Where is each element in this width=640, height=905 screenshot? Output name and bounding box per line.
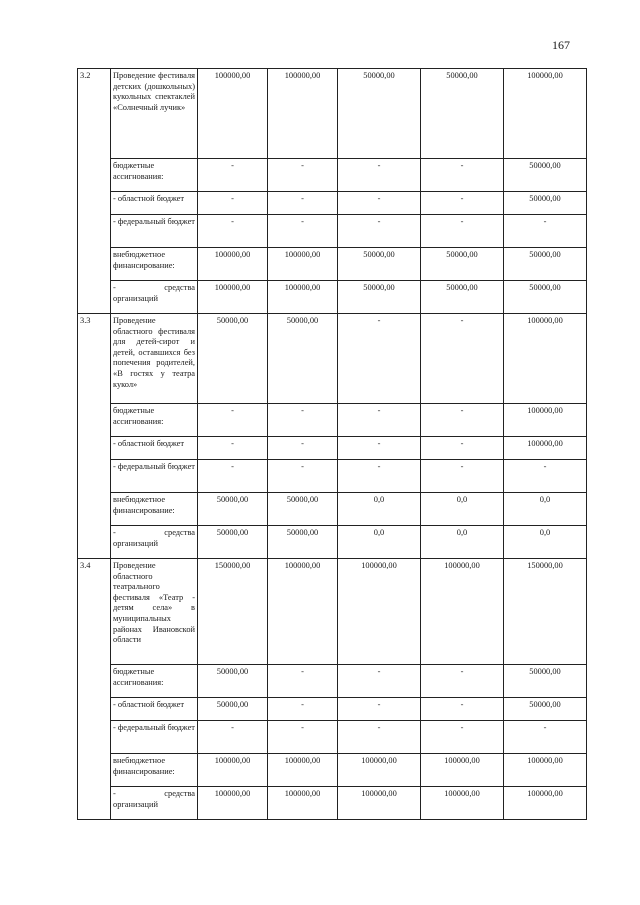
amount-cell: 50000,00	[198, 665, 268, 698]
amount-cell: -	[338, 192, 421, 215]
amount-cell: -	[338, 215, 421, 248]
amount-cell: 50000,00	[504, 665, 587, 698]
amount-cell: 100000,00	[504, 437, 587, 460]
amount-cell: 100000,00	[338, 754, 421, 787]
amount-cell: -	[504, 215, 587, 248]
amount-cell: 0,0	[338, 493, 421, 526]
amount-cell: 50000,00	[504, 192, 587, 215]
amount-cell: -	[421, 404, 504, 437]
table-row	[78, 460, 587, 493]
amount-cell: 50000,00	[421, 69, 504, 159]
amount-cell: -	[268, 159, 338, 192]
amount-cell: -	[338, 698, 421, 721]
amount-cell: -	[504, 721, 587, 754]
amount-cell: -	[198, 192, 268, 215]
table-row	[78, 192, 587, 215]
amount-cell: -	[421, 215, 504, 248]
amount-cell: 100000,00	[198, 248, 268, 281]
amount-cell: 100000,00	[268, 559, 338, 665]
table-row	[78, 159, 587, 192]
amount-cell: 100000,00	[421, 754, 504, 787]
amount-cell: 100000,00	[198, 754, 268, 787]
amount-cell: 50000,00	[421, 281, 504, 314]
amount-cell: 100000,00	[198, 787, 268, 820]
table-row	[78, 493, 587, 526]
amount-cell: 50000,00	[268, 526, 338, 559]
funding-source-label: - федеральный бюджет	[111, 721, 198, 754]
amount-cell: 100000,00	[268, 248, 338, 281]
amount-cell: -	[338, 159, 421, 192]
amount-cell: 100000,00	[268, 281, 338, 314]
amount-cell: 100000,00	[198, 69, 268, 159]
amount-cell: 100000,00	[268, 69, 338, 159]
amount-cell: -	[198, 159, 268, 192]
amount-cell: 100000,00	[338, 787, 421, 820]
amount-cell: 50000,00	[338, 281, 421, 314]
table-row	[78, 248, 587, 281]
amount-cell: -	[268, 721, 338, 754]
amount-cell: 100000,00	[504, 404, 587, 437]
table-row	[78, 721, 587, 754]
amount-cell: 50000,00	[198, 493, 268, 526]
amount-cell: 100000,00	[268, 754, 338, 787]
funding-source-label: - областной бюджет	[111, 698, 198, 721]
amount-cell: 100000,00	[421, 559, 504, 665]
funding-source-label: - областной бюджет	[111, 437, 198, 460]
amount-cell: -	[338, 437, 421, 460]
amount-cell: -	[268, 460, 338, 493]
amount-cell: 50000,00	[504, 248, 587, 281]
amount-cell: 100000,00	[504, 69, 587, 159]
amount-cell: 50000,00	[338, 248, 421, 281]
amount-cell: 100000,00	[268, 787, 338, 820]
amount-cell: 100000,00	[504, 754, 587, 787]
amount-cell: 50000,00	[268, 493, 338, 526]
amount-cell: -	[268, 665, 338, 698]
amount-cell: 50000,00	[198, 698, 268, 721]
amount-cell: -	[338, 721, 421, 754]
amount-cell: -	[198, 437, 268, 460]
amount-cell: -	[268, 437, 338, 460]
financing-table	[77, 68, 587, 820]
funding-source-label: внебюджетное финансирование:	[111, 493, 198, 526]
funding-source-label: бюджетные ассигнования:	[111, 404, 198, 437]
amount-cell: -	[421, 159, 504, 192]
amount-cell: -	[421, 460, 504, 493]
table-row	[78, 437, 587, 460]
amount-cell: 150000,00	[504, 559, 587, 665]
amount-cell: -	[268, 192, 338, 215]
amount-cell: 50000,00	[198, 314, 268, 404]
amount-cell: -	[504, 460, 587, 493]
funding-source-label: - федеральный бюджет	[111, 215, 198, 248]
amount-cell: 100000,00	[504, 787, 587, 820]
amount-cell: 50000,00	[198, 526, 268, 559]
amount-cell: -	[338, 665, 421, 698]
table-row	[78, 404, 587, 437]
table-row	[78, 698, 587, 721]
table-row	[78, 559, 587, 665]
funding-source-label: внебюджетное финансирование:	[111, 248, 198, 281]
funding-source-label: - средства организаций	[111, 281, 198, 314]
table-body	[78, 69, 587, 820]
amount-cell: 0,0	[504, 526, 587, 559]
event-title: Проведение областного театрального фестиваля «Театр - детям села» в муниципальных районах Ивановской области	[111, 559, 198, 665]
table-row	[78, 281, 587, 314]
event-title: Проведение фестиваля детских (дошкольных) кукольных спектаклей «Солнечный лучик»	[111, 69, 198, 159]
amount-cell: 0,0	[504, 493, 587, 526]
amount-cell: -	[198, 215, 268, 248]
amount-cell: -	[268, 698, 338, 721]
amount-cell: -	[198, 460, 268, 493]
amount-cell: 100000,00	[421, 787, 504, 820]
table-row	[78, 754, 587, 787]
amount-cell: -	[421, 721, 504, 754]
amount-cell: 50000,00	[504, 281, 587, 314]
funding-source-label: - федеральный бюджет	[111, 460, 198, 493]
amount-cell: -	[268, 215, 338, 248]
funding-source-label: внебюджетное финансирование:	[111, 754, 198, 787]
item-number: 3.3	[78, 314, 111, 559]
amount-cell: 50000,00	[338, 69, 421, 159]
item-number: 3.4	[78, 559, 111, 820]
item-number: 3.2	[78, 69, 111, 314]
amount-cell: -	[268, 404, 338, 437]
table-row	[78, 69, 587, 159]
amount-cell: 50000,00	[504, 159, 587, 192]
table-row	[78, 526, 587, 559]
amount-cell: 50000,00	[504, 698, 587, 721]
amount-cell: -	[421, 698, 504, 721]
event-title: Проведение областного фестиваля для детей-сирот и детей, оставшихся без попечения родителей, «В гостях у театра кукол»	[111, 314, 198, 404]
amount-cell: -	[421, 665, 504, 698]
amount-cell: -	[198, 404, 268, 437]
funding-source-label: бюджетные ассигнования:	[111, 665, 198, 698]
amount-cell: 0,0	[421, 526, 504, 559]
amount-cell: 50000,00	[268, 314, 338, 404]
amount-cell: 150000,00	[198, 559, 268, 665]
amount-cell: -	[421, 437, 504, 460]
amount-cell: 0,0	[338, 526, 421, 559]
amount-cell: 0,0	[421, 493, 504, 526]
amount-cell: -	[338, 314, 421, 404]
page-number: 167	[552, 38, 570, 52]
amount-cell: 50000,00	[421, 248, 504, 281]
funding-source-label: бюджетные ассигнования:	[111, 159, 198, 192]
amount-cell: -	[421, 192, 504, 215]
amount-cell: 100000,00	[338, 559, 421, 665]
table-row	[78, 787, 587, 820]
amount-cell: 100000,00	[198, 281, 268, 314]
amount-cell: 100000,00	[504, 314, 587, 404]
funding-source-label: - средства организаций	[111, 787, 198, 820]
funding-source-label: - средства организаций	[111, 526, 198, 559]
table-row	[78, 215, 587, 248]
amount-cell: -	[421, 314, 504, 404]
amount-cell: -	[338, 404, 421, 437]
funding-source-label: - областной бюджет	[111, 192, 198, 215]
table-row	[78, 665, 587, 698]
table-row	[78, 314, 587, 404]
amount-cell: -	[338, 460, 421, 493]
amount-cell: -	[198, 721, 268, 754]
